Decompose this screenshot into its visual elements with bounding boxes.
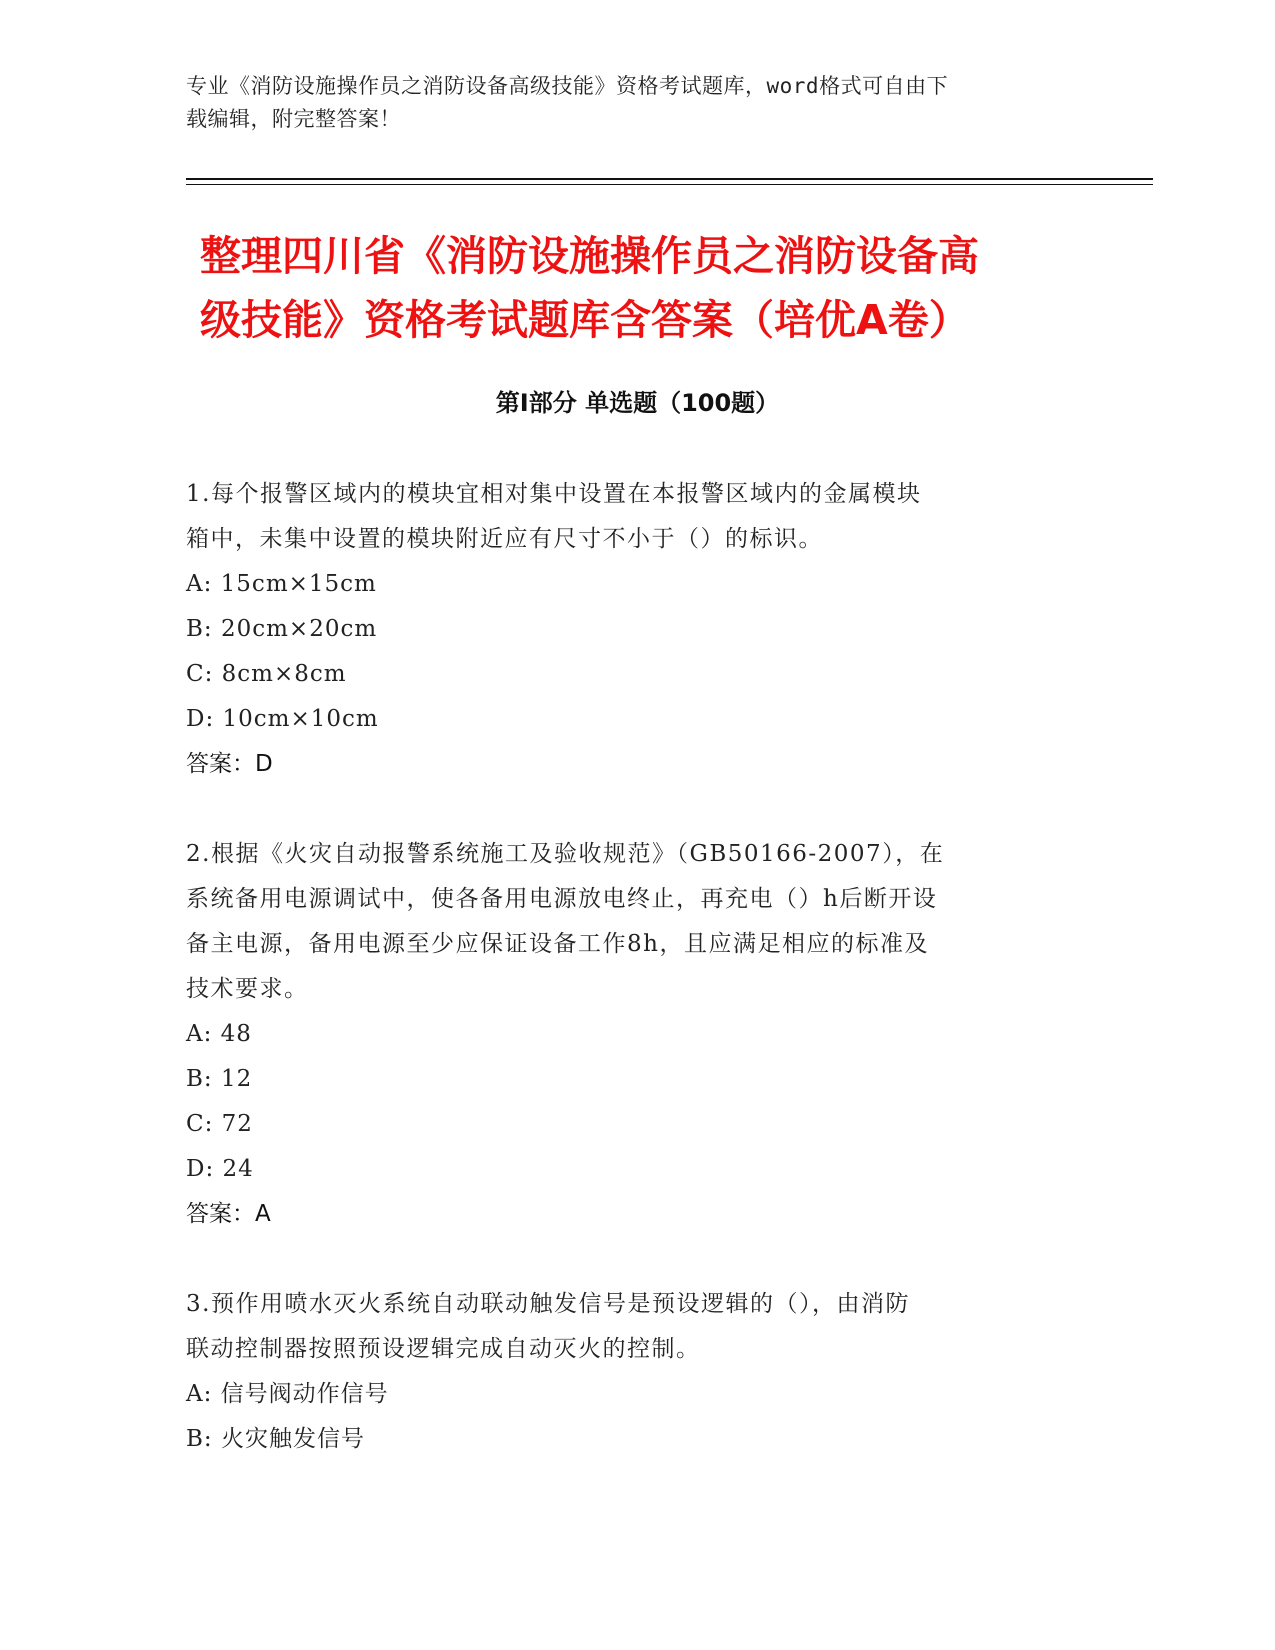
option-d: D: 10cm×10cm <box>186 706 379 732</box>
header-note-line: 专业《消防设施操作员之消防设备高级技能》资格考试题库，word格式可自由下 <box>186 74 949 98</box>
document-title-line: 级技能》资格考试题库含答案（培优A卷） <box>200 296 970 344</box>
header-divider-thin <box>186 184 1153 185</box>
option-a: A: 信号阀动作信号 <box>186 1381 389 1407</box>
answer: 答案：A <box>186 1201 271 1227</box>
header-note <box>186 70 1066 136</box>
header-note-line: 载编辑，附完整答案！ <box>186 107 401 131</box>
option-a: A: 15cm×15cm <box>186 571 377 597</box>
question-2 <box>186 832 1086 1237</box>
option-b: B: 20cm×20cm <box>186 616 378 642</box>
section-title: 第Ⅰ部分 单选题（100题） <box>495 389 780 417</box>
document-title-line: 整理四川省《消防设施操作员之消防设备高 <box>200 232 979 280</box>
question-stem-line: 系统备用电源调试中，使各备用电源放电终止，再充电（）h后断开设 <box>186 886 938 912</box>
question-stem-line: 2.根据《火灾自动报警系统施工及验收规范》（GB50166-2007），在 <box>186 841 945 867</box>
option-c: C: 72 <box>186 1111 253 1137</box>
question-1 <box>186 472 1086 787</box>
option-b: B: 12 <box>186 1066 253 1092</box>
document-title <box>200 224 1080 352</box>
question-stem-line: 1.每个报警区域内的模块宜相对集中设置在本报警区域内的金属模块 <box>186 481 922 507</box>
option-b: B: 火灾触发信号 <box>186 1426 365 1452</box>
question-stem-line: 联动控制器按照预设逻辑完成自动灭火的控制。 <box>186 1336 701 1362</box>
question-stem <box>186 832 1086 1012</box>
answer: 答案：D <box>186 751 273 777</box>
question-stem <box>186 1282 1086 1372</box>
option-c: C: 8cm×8cm <box>186 661 347 687</box>
question-list <box>186 472 1086 1507</box>
question-stem-line: 3.预作用喷水灭火系统自动联动触发信号是预设逻辑的（），由消防 <box>186 1291 910 1317</box>
question-stem-line: 箱中，未集中设置的模块附近应有尺寸不小于（）的标识。 <box>186 526 823 552</box>
question-stem-line: 备主电源，备用电源至少应保证设备工作8h，且应满足相应的标准及 <box>186 931 929 957</box>
option-a: A: 48 <box>186 1021 252 1047</box>
option-d: D: 24 <box>186 1156 254 1182</box>
header-divider <box>186 178 1153 180</box>
question-stem <box>186 472 1086 562</box>
question-stem-line: 技术要求。 <box>186 976 309 1002</box>
question-3 <box>186 1282 1086 1462</box>
